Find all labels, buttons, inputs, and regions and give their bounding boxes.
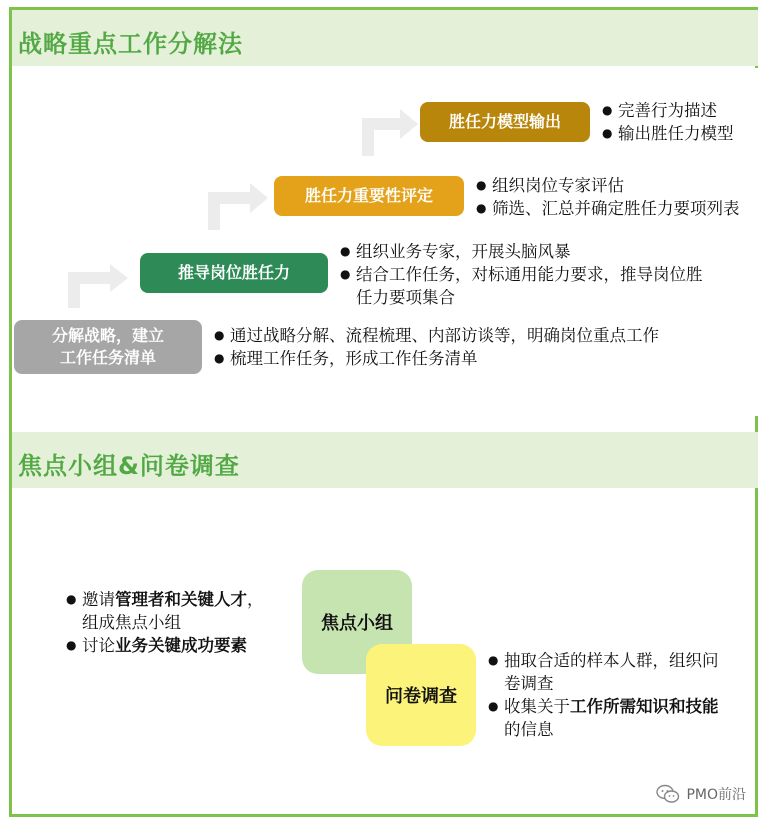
step2-bullet-2-cont: 任力要项集合 — [356, 288, 455, 307]
step2-bullets — [340, 240, 703, 309]
footer-watermark — [656, 784, 746, 804]
step2-bullet-1: ● 组织业务专家，开展头脑风暴 — [340, 240, 703, 263]
focus-bullet-2 — [66, 634, 264, 657]
step1-label-line1: 分解战略，建立 — [51, 326, 164, 345]
focus-bullet-1-cont: 组成焦点小组 — [82, 613, 181, 632]
step4-label: 胜任力模型输出 — [448, 112, 561, 131]
step3-bullets — [476, 174, 740, 220]
step-box-3 — [274, 176, 464, 216]
focus-group-label: 焦点小组 — [321, 613, 393, 634]
survey-bullets — [488, 649, 719, 741]
step1-bullet-2: ● 梳理工作任务，形成工作任务清单 — [214, 347, 659, 370]
step1-bullet-1: ● 通过战略分解、流程梳理、内部访谈等，明确岗位重点工作 — [214, 324, 659, 347]
survey-bullet-2-pre: 收集关于 — [504, 697, 570, 716]
focus-bullet-1-bold: 管理者和关键人才 — [115, 590, 247, 609]
footer-brand: PMO前沿 — [686, 787, 746, 803]
stair-arrow-3 — [356, 106, 422, 158]
focus-bullet-1-pre: 邀请 — [82, 590, 115, 609]
step3-label: 胜任力重要性评定 — [304, 186, 433, 205]
survey-box — [366, 644, 476, 746]
focus-group-bullets — [66, 588, 264, 657]
step-box-4 — [420, 102, 590, 142]
stair-arrow-2 — [202, 180, 272, 232]
focus-bullet-2-bold: 业务关键成功要素 — [115, 636, 247, 655]
step-box-2 — [140, 253, 328, 293]
survey-bullet-1-cont: 卷调查 — [504, 674, 554, 693]
section2-header — [12, 432, 758, 488]
step2-label: 推导岗位胜任力 — [177, 263, 290, 282]
step2-bullet-2: ● 结合工作任务，对标通用能力要求，推导岗位胜 — [340, 263, 703, 286]
step3-bullet-1: ● 组织岗位专家评估 — [476, 174, 740, 197]
wechat-icon — [656, 784, 680, 804]
step4-bullet-1: ● 完善行为描述 — [602, 99, 734, 122]
survey-bullet-2-bold: 工作所需知识和技能 — [570, 697, 719, 716]
survey-label: 问卷调查 — [385, 686, 457, 707]
section2-title: 焦点小组&问卷调查 — [18, 452, 240, 480]
survey-bullet-1: ● 抽取合适的样本人群，组织问 — [488, 649, 719, 672]
survey-bullet-2-cont: 的信息 — [504, 720, 554, 739]
focus-bullet-1 — [66, 588, 264, 611]
step1-bullets — [214, 324, 659, 370]
stair-arrow-1 — [62, 262, 132, 310]
focus-bullet-1-post: ， — [247, 590, 264, 609]
step4-bullet-2: ● 输出胜任力模型 — [602, 122, 734, 145]
step1-label-line2: 工作任务清单 — [59, 348, 156, 367]
step4-bullets — [602, 99, 734, 145]
section1-title: 战略重点工作分解法 — [18, 30, 243, 58]
step-box-1 — [14, 320, 202, 374]
section1-header — [12, 10, 758, 66]
survey-bullet-2 — [488, 695, 719, 718]
step3-bullet-2: ● 筛选、汇总并确定胜任力要项列表 — [476, 197, 740, 220]
focus-bullet-2-pre: 讨论 — [82, 636, 115, 655]
